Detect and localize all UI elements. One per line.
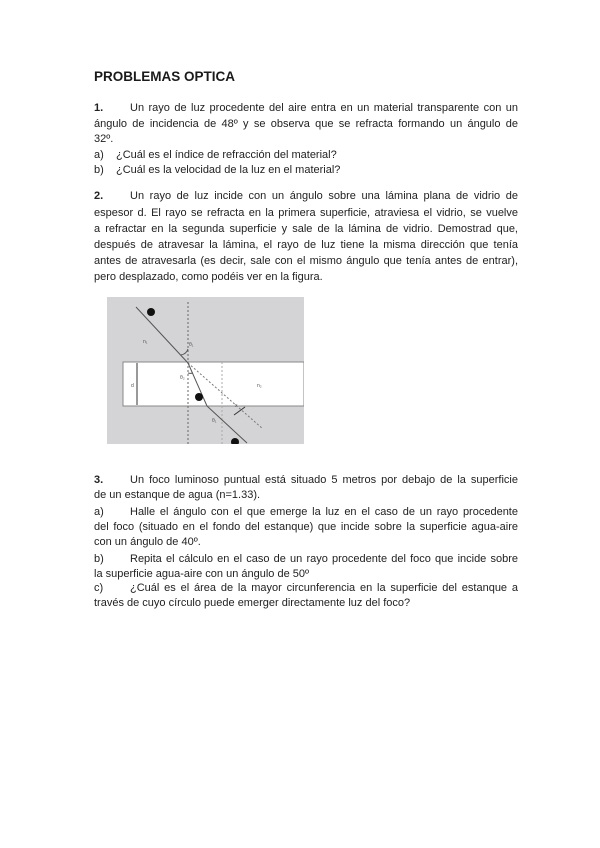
- label: a): [94, 149, 104, 161]
- marker-1: [147, 308, 155, 316]
- question-3c: [94, 582, 518, 595]
- label-theta1-exit: θ₁: [212, 418, 217, 424]
- marker-2: [195, 393, 203, 401]
- problem-1-line: 32º.: [94, 133, 114, 145]
- question-3a-line: con un ángulo de 40º.: [94, 536, 201, 548]
- problem-3-line: de un estanque de agua (n=1.33).: [94, 489, 261, 501]
- question-3a-line: del foco (situado en el fondo del estanque) que incide sobre la superficie agua-aire: [94, 521, 518, 533]
- label-x: x: [235, 403, 238, 409]
- label: c): [94, 582, 104, 594]
- question-3a: [94, 506, 518, 519]
- problem-2-line: espesor d. El rayo se refracta en la primera superficie, atraviesa el vidrio, se vuelve: [94, 207, 518, 219]
- label-n2: n₂: [257, 383, 262, 389]
- question-1b: [94, 164, 518, 177]
- page-title: PROBLEMAS OPTICA: [94, 69, 236, 84]
- text: Repita el cálculo en el caso de un rayo procedente del foco que incide sobre: [130, 553, 518, 565]
- text: ¿Cuál es la velocidad de la luz en el material?: [116, 164, 341, 176]
- problem-number: 1.: [94, 102, 104, 114]
- problem-2-line: antes de atravesarla (es decir, sale con el mismo ángulo que tenía antes de entrar),: [94, 255, 518, 267]
- problem-1-line: ángulo de incidencia de 48º y se observa que se refracta formando un ángulo de: [94, 118, 518, 130]
- label-theta1: θ₁: [189, 342, 194, 348]
- problem-2-line: después de atravesar la lámina, el rayo de luz tiene la misma dirección que tenía: [94, 239, 518, 251]
- text: ¿Cuál es el área de la mayor circunferencia en la superficie del estanque a: [130, 582, 518, 594]
- problem-2-line: a refractar en la segunda superficie y sale de la lámina de vidrio. Demostrad que,: [94, 223, 518, 235]
- question-3b-line: la superficie agua-aire con un ángulo de 50º: [94, 568, 309, 580]
- text: Halle el ángulo con el que emerge la luz en el caso de un rayo procedente: [130, 506, 518, 518]
- problem-2-line: pero desplazado, como podéis ver en la figura.: [94, 271, 323, 283]
- question-1a: [94, 149, 518, 162]
- label: b): [94, 164, 104, 176]
- problem-1-line: [94, 102, 518, 115]
- text: Un rayo de luz procedente del aire entra en un material transparente con un: [130, 102, 518, 114]
- problem-number: 2.: [94, 190, 104, 202]
- label-d: d: [131, 383, 134, 389]
- problem-3-line: [94, 474, 518, 487]
- text: Un foco luminoso puntual está situado 5 metros por debajo de la superficie: [130, 474, 518, 486]
- label-theta2: θ₂: [180, 375, 185, 381]
- question-3c-line: través de cuyo círculo puede emerger directamente luz del foco?: [94, 597, 411, 609]
- glass-slab: [123, 362, 304, 406]
- problem-2-line: [94, 190, 518, 203]
- problem-number: 3.: [94, 474, 104, 486]
- label-n1: n₁: [143, 339, 148, 345]
- label: a): [94, 506, 104, 518]
- label: b): [94, 553, 104, 565]
- text: ¿Cuál es el índice de refracción del material?: [116, 149, 337, 161]
- text: Un rayo de luz incide con un ángulo sobre una lámina plana de vidrio de: [130, 190, 518, 202]
- question-3b: [94, 553, 518, 566]
- refraction-figure: [107, 297, 304, 444]
